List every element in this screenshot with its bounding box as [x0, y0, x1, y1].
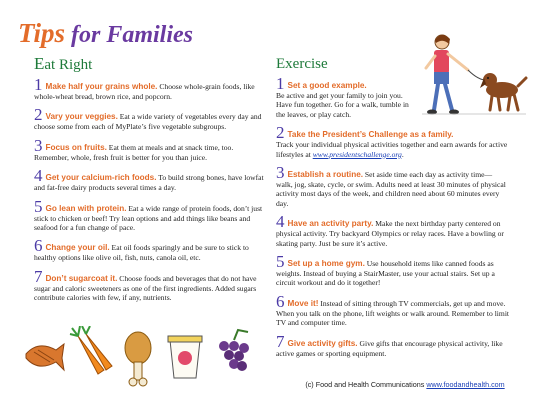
footer-credit	[285, 380, 525, 389]
tip-lead: Set a good example.	[287, 81, 367, 90]
tip-text: To build strong bones, have lowfat and fat-free dairy products several times a day.	[34, 173, 264, 193]
tip-text: Eat oil foods sparingly and be sure to stick to healthy options like olive oil, fish, nuts, canola oil, etc.	[34, 243, 249, 263]
footer-text: (c) Food and Health Communications	[305, 380, 427, 389]
presidents-challenge-link[interactable]: www.presidentschallenge.org	[312, 149, 402, 159]
tip-text: Track your individual physical activities together and earn awards for active lifestyles at	[276, 140, 508, 159]
tip-text: Use household items like canned foods as weights. Instead of buying a StairMaster, use your actual stairs. Set up a circuit workout and do it together!	[276, 259, 495, 288]
exercise-tip-5	[276, 254, 510, 288]
tip-text: Give gifts that encourage physical activity, like active games or sporting equipment.	[276, 338, 503, 358]
tip-text: Set aside time each day as activity time— walk, jog, skate, cycle, or swim. Adults need at least 30 minutes of physical activity most days of the week, and children need about 60 minutes every day.	[276, 170, 506, 208]
exercise-tip-6	[276, 291, 510, 328]
tip-number: 3	[34, 135, 43, 155]
tip-number: 1	[34, 75, 43, 94]
exercise-column	[276, 56, 510, 364]
eat-right-heading-cap: E	[34, 54, 45, 73]
tip-lead: Have an activity party.	[287, 219, 374, 229]
tip-number: 4	[34, 166, 43, 186]
tip-number: 4	[276, 212, 285, 232]
eat-tip-4	[34, 168, 264, 192]
tip-number: 2	[34, 105, 43, 125]
eat-right-heading-rest: at Right	[44, 57, 93, 73]
tip-number: 7	[276, 331, 285, 351]
tip-text: Eat a wide range of protein foods, don’t just stick to chicken or beef! Try lean options and add things like beans and seafood for a fun change of pace.	[34, 203, 263, 233]
tip-number: 7	[34, 266, 43, 286]
tip-number: 5	[276, 252, 285, 272]
eat-tip-3	[34, 135, 264, 162]
tip-number: 3	[276, 163, 285, 183]
tip-text: Choose foods and beverages that do not have sugar and caloric sweeteners as one of the first ingredients. Added sugars contribute calories with few, if any, nutrients.	[34, 273, 257, 303]
eat-tip-5	[34, 196, 264, 233]
grapes-icon	[219, 330, 249, 371]
tip-text: Eat them at meals and at snack time, too. Remember, whole, fresh fruit is better for you than juice.	[34, 142, 234, 162]
carrot-icon	[70, 326, 112, 374]
eat-right-heading	[34, 56, 264, 73]
tip-number: 1	[276, 74, 285, 93]
exercise-tip-7	[276, 331, 510, 358]
fish-icon	[26, 344, 64, 370]
tip-text: Make the next birthday party centered on physical activity. Try backyard Olympics or relay races. Have a bowling or skating party. Just be sure it’s active.	[276, 219, 504, 248]
eat-tip-7	[34, 266, 264, 303]
tip-lead: Vary your veggies.	[45, 112, 118, 122]
tip-text-after: .	[401, 149, 404, 159]
exercise-tip-1	[276, 76, 510, 119]
tip-lead: Change your oil.	[45, 243, 110, 253]
tip-lead: Focus on fruits.	[45, 142, 107, 152]
tip-lead: Give activity gifts.	[287, 338, 358, 348]
exercise-tip-3	[276, 165, 510, 208]
eat-tip-1	[34, 77, 264, 101]
exercise-tip-2	[276, 125, 510, 159]
tip-text: Be active and get your family to join you. Have fun together. Go for a walk, tumble in the leaves, or play catch.	[276, 91, 409, 119]
yogurt-icon	[168, 336, 202, 378]
tip-number: 6	[34, 236, 43, 256]
title-rest: for Families	[65, 22, 194, 48]
footer-url-link[interactable]: www.foodandhealth.com	[426, 380, 505, 389]
tip-number: 2	[276, 123, 285, 143]
tip-lead: Get your calcium-rich foods.	[45, 173, 157, 183]
eat-right-column	[34, 56, 264, 309]
tip-lead: Make half your grains whole.	[45, 82, 158, 91]
tip-lead: Take the President’s Challenge as a family.	[287, 130, 454, 140]
tip-text: Choose whole-grain foods, like whole-wheat bread, brown rice, and popcorn.	[34, 82, 255, 101]
exercise-tip-4	[276, 214, 510, 248]
eat-tip-6	[34, 238, 264, 262]
eat-tip-2	[34, 107, 264, 131]
tip-lead: Set up a home gym.	[287, 259, 365, 269]
drumstick-icon	[125, 332, 151, 386]
page-title	[18, 18, 193, 50]
tip-lead: Establish a routine.	[287, 170, 364, 180]
title-tips: Tips	[18, 18, 65, 48]
tip-lead: Go lean with protein.	[45, 203, 127, 213]
tip-lead: Don’t sugarcoat it.	[45, 273, 118, 283]
tip-number: 5	[34, 196, 43, 216]
food-illustrations	[20, 326, 270, 388]
tip-lead: Move it!	[287, 298, 319, 308]
exercise-heading: Exercise	[276, 56, 328, 72]
tip-text: Instead of sitting through TV commercials, get up and move. When you talk on the phone, lift weights or walk around. Remember to limit TV and computer time.	[276, 298, 510, 328]
tip-number: 6	[276, 291, 285, 311]
tip-text: Eat a wide variety of vegetables every day and choose some from each of MyPlate’s five vegetable subgroups.	[34, 112, 262, 132]
